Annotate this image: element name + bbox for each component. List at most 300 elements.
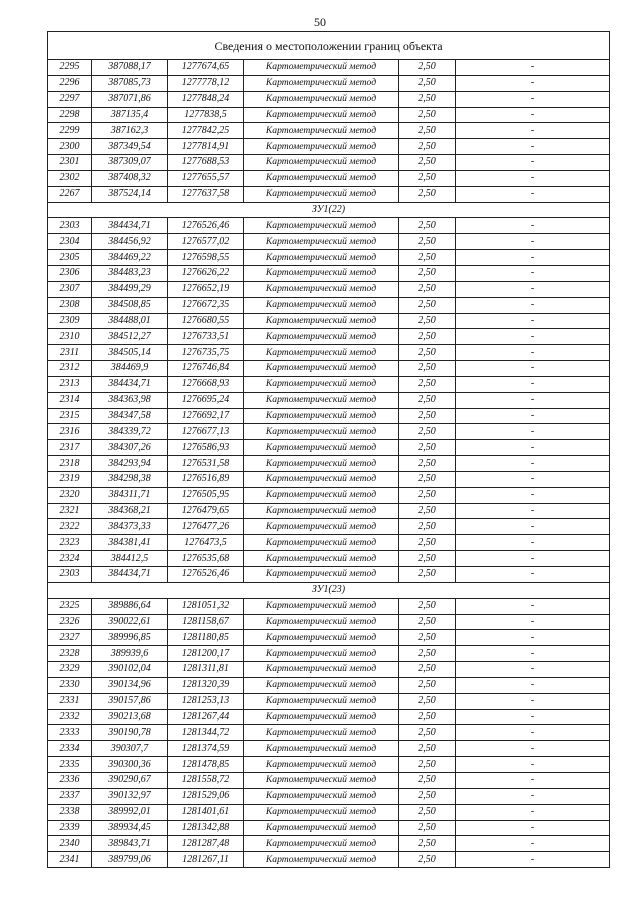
- y-coordinate-cell: 1276692,17: [168, 408, 244, 424]
- table-row: [48, 487, 610, 503]
- x-coordinate-cell: 390132,97: [92, 788, 168, 804]
- x-coordinate-cell: 387088,17: [92, 60, 168, 76]
- accuracy-cell: 2,50: [399, 186, 456, 202]
- table-row: [48, 392, 610, 408]
- x-coordinate-cell: 384434,71: [92, 218, 168, 234]
- accuracy-cell: 2,50: [399, 646, 456, 662]
- description-cell: -: [456, 218, 610, 234]
- x-coordinate-cell: 387162,3: [92, 123, 168, 139]
- table-row: [48, 471, 610, 487]
- method-cell: Картометрический метод: [244, 614, 399, 630]
- table-row: [48, 313, 610, 329]
- method-cell: Картометрический метод: [244, 662, 399, 678]
- accuracy-cell: 2,50: [399, 91, 456, 107]
- description-cell: -: [456, 567, 610, 583]
- description-cell: -: [456, 772, 610, 788]
- table-row: [48, 741, 610, 757]
- method-cell: Картометрический метод: [244, 535, 399, 551]
- x-coordinate-cell: 384373,33: [92, 519, 168, 535]
- y-coordinate-cell: 1276526,46: [168, 218, 244, 234]
- x-coordinate-cell: 384483,23: [92, 265, 168, 281]
- description-cell: -: [456, 139, 610, 155]
- y-coordinate-cell: 1276672,35: [168, 297, 244, 313]
- method-cell: Картометрический метод: [244, 519, 399, 535]
- description-cell: -: [456, 265, 610, 281]
- point-number-cell: 2301: [48, 155, 92, 171]
- point-number-cell: 2324: [48, 551, 92, 567]
- point-number-cell: 2331: [48, 693, 92, 709]
- point-number-cell: 2296: [48, 75, 92, 91]
- y-coordinate-cell: 1277838,5: [168, 107, 244, 123]
- y-coordinate-cell: 1276473,5: [168, 535, 244, 551]
- table-row: [48, 852, 610, 868]
- point-number-cell: 2326: [48, 614, 92, 630]
- description-cell: -: [456, 503, 610, 519]
- point-number-cell: 2298: [48, 107, 92, 123]
- x-coordinate-cell: 384469,22: [92, 250, 168, 266]
- method-cell: Картометрический метод: [244, 250, 399, 266]
- accuracy-cell: 2,50: [399, 155, 456, 171]
- x-coordinate-cell: 390290,67: [92, 772, 168, 788]
- point-number-cell: 2340: [48, 836, 92, 852]
- description-cell: -: [456, 614, 610, 630]
- description-cell: -: [456, 535, 610, 551]
- x-coordinate-cell: 384363,98: [92, 392, 168, 408]
- accuracy-cell: 2,50: [399, 757, 456, 773]
- x-coordinate-cell: 390307,7: [92, 741, 168, 757]
- table-row: [48, 598, 610, 614]
- method-cell: Картометрический метод: [244, 471, 399, 487]
- table-row: [48, 123, 610, 139]
- point-number-cell: 2322: [48, 519, 92, 535]
- y-coordinate-cell: 1276531,58: [168, 456, 244, 472]
- x-coordinate-cell: 389992,01: [92, 804, 168, 820]
- x-coordinate-cell: 389886,64: [92, 598, 168, 614]
- accuracy-cell: 2,50: [399, 392, 456, 408]
- accuracy-cell: 2,50: [399, 456, 456, 472]
- point-number-cell: 2321: [48, 503, 92, 519]
- point-number-cell: 2335: [48, 757, 92, 773]
- table-row: [48, 551, 610, 567]
- description-cell: -: [456, 345, 610, 361]
- y-coordinate-cell: 1276746,84: [168, 361, 244, 377]
- table-row: [48, 772, 610, 788]
- point-number-cell: 2341: [48, 852, 92, 868]
- table-row: [48, 836, 610, 852]
- accuracy-cell: 2,50: [399, 725, 456, 741]
- point-number-cell: 2297: [48, 91, 92, 107]
- table-row: [48, 234, 610, 250]
- accuracy-cell: 2,50: [399, 804, 456, 820]
- point-number-cell: 2328: [48, 646, 92, 662]
- accuracy-cell: 2,50: [399, 551, 456, 567]
- x-coordinate-cell: 387349,54: [92, 139, 168, 155]
- y-coordinate-cell: 1276526,46: [168, 567, 244, 583]
- method-cell: Картометрический метод: [244, 503, 399, 519]
- y-coordinate-cell: 1281253,13: [168, 693, 244, 709]
- table-row: [48, 424, 610, 440]
- accuracy-cell: 2,50: [399, 519, 456, 535]
- accuracy-cell: 2,50: [399, 487, 456, 503]
- accuracy-cell: 2,50: [399, 567, 456, 583]
- point-number-cell: 2333: [48, 725, 92, 741]
- accuracy-cell: 2,50: [399, 614, 456, 630]
- table-row: [48, 725, 610, 741]
- point-number-cell: 2334: [48, 741, 92, 757]
- description-cell: -: [456, 313, 610, 329]
- method-cell: Картометрический метод: [244, 107, 399, 123]
- y-coordinate-cell: 1277842,25: [168, 123, 244, 139]
- x-coordinate-cell: 384434,71: [92, 567, 168, 583]
- accuracy-cell: 2,50: [399, 709, 456, 725]
- y-coordinate-cell: 1281180,85: [168, 630, 244, 646]
- point-number-cell: 2302: [48, 170, 92, 186]
- y-coordinate-cell: 1276652,19: [168, 281, 244, 297]
- x-coordinate-cell: 384469,9: [92, 361, 168, 377]
- page-number: 50: [314, 15, 326, 29]
- method-cell: Картометрический метод: [244, 741, 399, 757]
- y-coordinate-cell: 1276735,75: [168, 345, 244, 361]
- method-cell: Картометрический метод: [244, 123, 399, 139]
- description-cell: -: [456, 693, 610, 709]
- method-cell: Картометрический метод: [244, 170, 399, 186]
- section-label: ЗУ1(23): [48, 582, 610, 598]
- x-coordinate-cell: 389843,71: [92, 836, 168, 852]
- y-coordinate-cell: 1277778,12: [168, 75, 244, 91]
- point-number-cell: 2336: [48, 772, 92, 788]
- accuracy-cell: 2,50: [399, 741, 456, 757]
- table-title-row: [48, 32, 610, 60]
- accuracy-cell: 2,50: [399, 250, 456, 266]
- description-cell: -: [456, 598, 610, 614]
- method-cell: Картометрический метод: [244, 297, 399, 313]
- table-row: [48, 662, 610, 678]
- table-row: [48, 186, 610, 202]
- x-coordinate-cell: 387524,14: [92, 186, 168, 202]
- table-row: [48, 693, 610, 709]
- description-cell: -: [456, 107, 610, 123]
- x-coordinate-cell: 384434,71: [92, 376, 168, 392]
- x-coordinate-cell: 390213,68: [92, 709, 168, 725]
- point-number-cell: 2314: [48, 392, 92, 408]
- method-cell: Картометрический метод: [244, 804, 399, 820]
- x-coordinate-cell: 390190,78: [92, 725, 168, 741]
- section-header-row: [48, 202, 610, 218]
- point-number-cell: 2267: [48, 186, 92, 202]
- table-row: [48, 265, 610, 281]
- table-title: Сведения о местоположении границ объекта: [48, 32, 610, 60]
- accuracy-cell: 2,50: [399, 408, 456, 424]
- description-cell: -: [456, 725, 610, 741]
- description-cell: -: [456, 709, 610, 725]
- description-cell: -: [456, 646, 610, 662]
- description-cell: -: [456, 662, 610, 678]
- x-coordinate-cell: 387408,32: [92, 170, 168, 186]
- description-cell: -: [456, 60, 610, 76]
- table-row: [48, 788, 610, 804]
- table-row: [48, 155, 610, 171]
- x-coordinate-cell: 389799,06: [92, 852, 168, 868]
- accuracy-cell: 2,50: [399, 107, 456, 123]
- point-number-cell: 2323: [48, 535, 92, 551]
- description-cell: -: [456, 471, 610, 487]
- method-cell: Картометрический метод: [244, 646, 399, 662]
- table-row: [48, 139, 610, 155]
- y-coordinate-cell: 1281529,06: [168, 788, 244, 804]
- accuracy-cell: 2,50: [399, 329, 456, 345]
- x-coordinate-cell: 389934,45: [92, 820, 168, 836]
- table-row: [48, 361, 610, 377]
- y-coordinate-cell: 1276626,22: [168, 265, 244, 281]
- accuracy-cell: 2,50: [399, 677, 456, 693]
- table-row: [48, 107, 610, 123]
- description-cell: -: [456, 741, 610, 757]
- method-cell: Картометрический метод: [244, 772, 399, 788]
- accuracy-cell: 2,50: [399, 820, 456, 836]
- table-row: [48, 646, 610, 662]
- description-cell: -: [456, 836, 610, 852]
- x-coordinate-cell: 387309,07: [92, 155, 168, 171]
- y-coordinate-cell: 1276516,89: [168, 471, 244, 487]
- x-coordinate-cell: 384339,72: [92, 424, 168, 440]
- point-number-cell: 2337: [48, 788, 92, 804]
- x-coordinate-cell: 389996,85: [92, 630, 168, 646]
- accuracy-cell: 2,50: [399, 471, 456, 487]
- y-coordinate-cell: 1276505,95: [168, 487, 244, 503]
- y-coordinate-cell: 1281374,59: [168, 741, 244, 757]
- method-cell: Картометрический метод: [244, 392, 399, 408]
- accuracy-cell: 2,50: [399, 535, 456, 551]
- description-cell: -: [456, 123, 610, 139]
- point-number-cell: 2304: [48, 234, 92, 250]
- y-coordinate-cell: 1277848,24: [168, 91, 244, 107]
- accuracy-cell: 2,50: [399, 693, 456, 709]
- accuracy-cell: 2,50: [399, 75, 456, 91]
- description-cell: -: [456, 155, 610, 171]
- y-coordinate-cell: 1281478,85: [168, 757, 244, 773]
- table-row: [48, 376, 610, 392]
- method-cell: Картометрический метод: [244, 91, 399, 107]
- point-number-cell: 2308: [48, 297, 92, 313]
- accuracy-cell: 2,50: [399, 218, 456, 234]
- table-row: [48, 60, 610, 76]
- point-number-cell: 2295: [48, 60, 92, 76]
- method-cell: Картометрический метод: [244, 757, 399, 773]
- point-number-cell: 2327: [48, 630, 92, 646]
- method-cell: Картометрический метод: [244, 424, 399, 440]
- accuracy-cell: 2,50: [399, 788, 456, 804]
- table-row: [48, 567, 610, 583]
- point-number-cell: 2300: [48, 139, 92, 155]
- description-cell: -: [456, 820, 610, 836]
- description-cell: -: [456, 281, 610, 297]
- accuracy-cell: 2,50: [399, 852, 456, 868]
- x-coordinate-cell: 384347,58: [92, 408, 168, 424]
- table-row: [48, 677, 610, 693]
- y-coordinate-cell: 1276677,13: [168, 424, 244, 440]
- y-coordinate-cell: 1281320,39: [168, 677, 244, 693]
- table-row: [48, 804, 610, 820]
- accuracy-cell: 2,50: [399, 630, 456, 646]
- boundary-coordinates-table: [47, 31, 610, 868]
- y-coordinate-cell: 1281558,72: [168, 772, 244, 788]
- y-coordinate-cell: 1276598,55: [168, 250, 244, 266]
- x-coordinate-cell: 387085,73: [92, 75, 168, 91]
- description-cell: -: [456, 297, 610, 313]
- table-row: [48, 297, 610, 313]
- accuracy-cell: 2,50: [399, 345, 456, 361]
- table-row: [48, 757, 610, 773]
- accuracy-cell: 2,50: [399, 60, 456, 76]
- table-row: [48, 614, 610, 630]
- description-cell: -: [456, 804, 610, 820]
- method-cell: Картометрический метод: [244, 788, 399, 804]
- point-number-cell: 2319: [48, 471, 92, 487]
- point-number-cell: 2312: [48, 361, 92, 377]
- x-coordinate-cell: 384488,01: [92, 313, 168, 329]
- point-number-cell: 2325: [48, 598, 92, 614]
- point-number-cell: 2339: [48, 820, 92, 836]
- table-row: [48, 820, 610, 836]
- table-row: [48, 519, 610, 535]
- y-coordinate-cell: 1276680,55: [168, 313, 244, 329]
- method-cell: Картометрический метод: [244, 186, 399, 202]
- x-coordinate-cell: 390134,96: [92, 677, 168, 693]
- point-number-cell: 2305: [48, 250, 92, 266]
- method-cell: Картометрический метод: [244, 487, 399, 503]
- y-coordinate-cell: 1276733,51: [168, 329, 244, 345]
- accuracy-cell: 2,50: [399, 139, 456, 155]
- x-coordinate-cell: 390022,61: [92, 614, 168, 630]
- method-cell: Картометрический метод: [244, 329, 399, 345]
- description-cell: -: [456, 376, 610, 392]
- y-coordinate-cell: 1281267,11: [168, 852, 244, 868]
- method-cell: Картометрический метод: [244, 836, 399, 852]
- description-cell: -: [456, 757, 610, 773]
- description-cell: -: [456, 551, 610, 567]
- x-coordinate-cell: 387071,86: [92, 91, 168, 107]
- x-coordinate-cell: 390300,36: [92, 757, 168, 773]
- point-number-cell: 2317: [48, 440, 92, 456]
- table-row: [48, 250, 610, 266]
- y-coordinate-cell: 1277674,65: [168, 60, 244, 76]
- x-coordinate-cell: 384512,27: [92, 329, 168, 345]
- method-cell: Картометрический метод: [244, 440, 399, 456]
- y-coordinate-cell: 1281051,32: [168, 598, 244, 614]
- x-coordinate-cell: 384311,71: [92, 487, 168, 503]
- description-cell: -: [456, 788, 610, 804]
- y-coordinate-cell: 1277637,58: [168, 186, 244, 202]
- point-number-cell: 2310: [48, 329, 92, 345]
- x-coordinate-cell: 390102,04: [92, 662, 168, 678]
- table-row: [48, 345, 610, 361]
- point-number-cell: 2299: [48, 123, 92, 139]
- method-cell: Картометрический метод: [244, 408, 399, 424]
- accuracy-cell: 2,50: [399, 376, 456, 392]
- x-coordinate-cell: 387135,4: [92, 107, 168, 123]
- x-coordinate-cell: 384456,92: [92, 234, 168, 250]
- point-number-cell: 2332: [48, 709, 92, 725]
- method-cell: Картометрический метод: [244, 361, 399, 377]
- description-cell: -: [456, 487, 610, 503]
- accuracy-cell: 2,50: [399, 836, 456, 852]
- point-number-cell: 2338: [48, 804, 92, 820]
- x-coordinate-cell: 384293,94: [92, 456, 168, 472]
- accuracy-cell: 2,50: [399, 772, 456, 788]
- point-number-cell: 2309: [48, 313, 92, 329]
- accuracy-cell: 2,50: [399, 598, 456, 614]
- point-number-cell: 2303: [48, 567, 92, 583]
- y-coordinate-cell: 1277688,53: [168, 155, 244, 171]
- point-number-cell: 2329: [48, 662, 92, 678]
- method-cell: Картометрический метод: [244, 155, 399, 171]
- method-cell: Картометрический метод: [244, 265, 399, 281]
- accuracy-cell: 2,50: [399, 424, 456, 440]
- x-coordinate-cell: 384368,21: [92, 503, 168, 519]
- method-cell: Картометрический метод: [244, 567, 399, 583]
- method-cell: Картометрический метод: [244, 852, 399, 868]
- accuracy-cell: 2,50: [399, 234, 456, 250]
- method-cell: Картометрический метод: [244, 456, 399, 472]
- y-coordinate-cell: 1276477,26: [168, 519, 244, 535]
- accuracy-cell: 2,50: [399, 313, 456, 329]
- method-cell: Картометрический метод: [244, 60, 399, 76]
- description-cell: -: [456, 408, 610, 424]
- table-row: [48, 535, 610, 551]
- table-row: [48, 218, 610, 234]
- method-cell: Картометрический метод: [244, 677, 399, 693]
- point-number-cell: 2311: [48, 345, 92, 361]
- table-row: [48, 329, 610, 345]
- accuracy-cell: 2,50: [399, 265, 456, 281]
- method-cell: Картометрический метод: [244, 345, 399, 361]
- description-cell: -: [456, 677, 610, 693]
- x-coordinate-cell: 384381,41: [92, 535, 168, 551]
- method-cell: Картометрический метод: [244, 376, 399, 392]
- table-row: [48, 630, 610, 646]
- description-cell: -: [456, 392, 610, 408]
- method-cell: Картометрический метод: [244, 234, 399, 250]
- x-coordinate-cell: 384499,29: [92, 281, 168, 297]
- y-coordinate-cell: 1276695,24: [168, 392, 244, 408]
- method-cell: Картометрический метод: [244, 598, 399, 614]
- accuracy-cell: 2,50: [399, 170, 456, 186]
- method-cell: Картометрический метод: [244, 709, 399, 725]
- point-number-cell: 2303: [48, 218, 92, 234]
- method-cell: Картометрический метод: [244, 693, 399, 709]
- description-cell: -: [456, 75, 610, 91]
- y-coordinate-cell: 1281158,67: [168, 614, 244, 630]
- table-row: [48, 709, 610, 725]
- y-coordinate-cell: 1281344,72: [168, 725, 244, 741]
- method-cell: Картометрический метод: [244, 75, 399, 91]
- y-coordinate-cell: 1281401,61: [168, 804, 244, 820]
- accuracy-cell: 2,50: [399, 662, 456, 678]
- section-header-row: [48, 582, 610, 598]
- x-coordinate-cell: 384508,85: [92, 297, 168, 313]
- y-coordinate-cell: 1276586,93: [168, 440, 244, 456]
- description-cell: -: [456, 329, 610, 345]
- accuracy-cell: 2,50: [399, 297, 456, 313]
- y-coordinate-cell: 1276577,02: [168, 234, 244, 250]
- y-coordinate-cell: 1276479,65: [168, 503, 244, 519]
- x-coordinate-cell: 390157,86: [92, 693, 168, 709]
- description-cell: -: [456, 424, 610, 440]
- x-coordinate-cell: 384307,26: [92, 440, 168, 456]
- y-coordinate-cell: 1281267,44: [168, 709, 244, 725]
- y-coordinate-cell: 1281342,88: [168, 820, 244, 836]
- x-coordinate-cell: 384412,5: [92, 551, 168, 567]
